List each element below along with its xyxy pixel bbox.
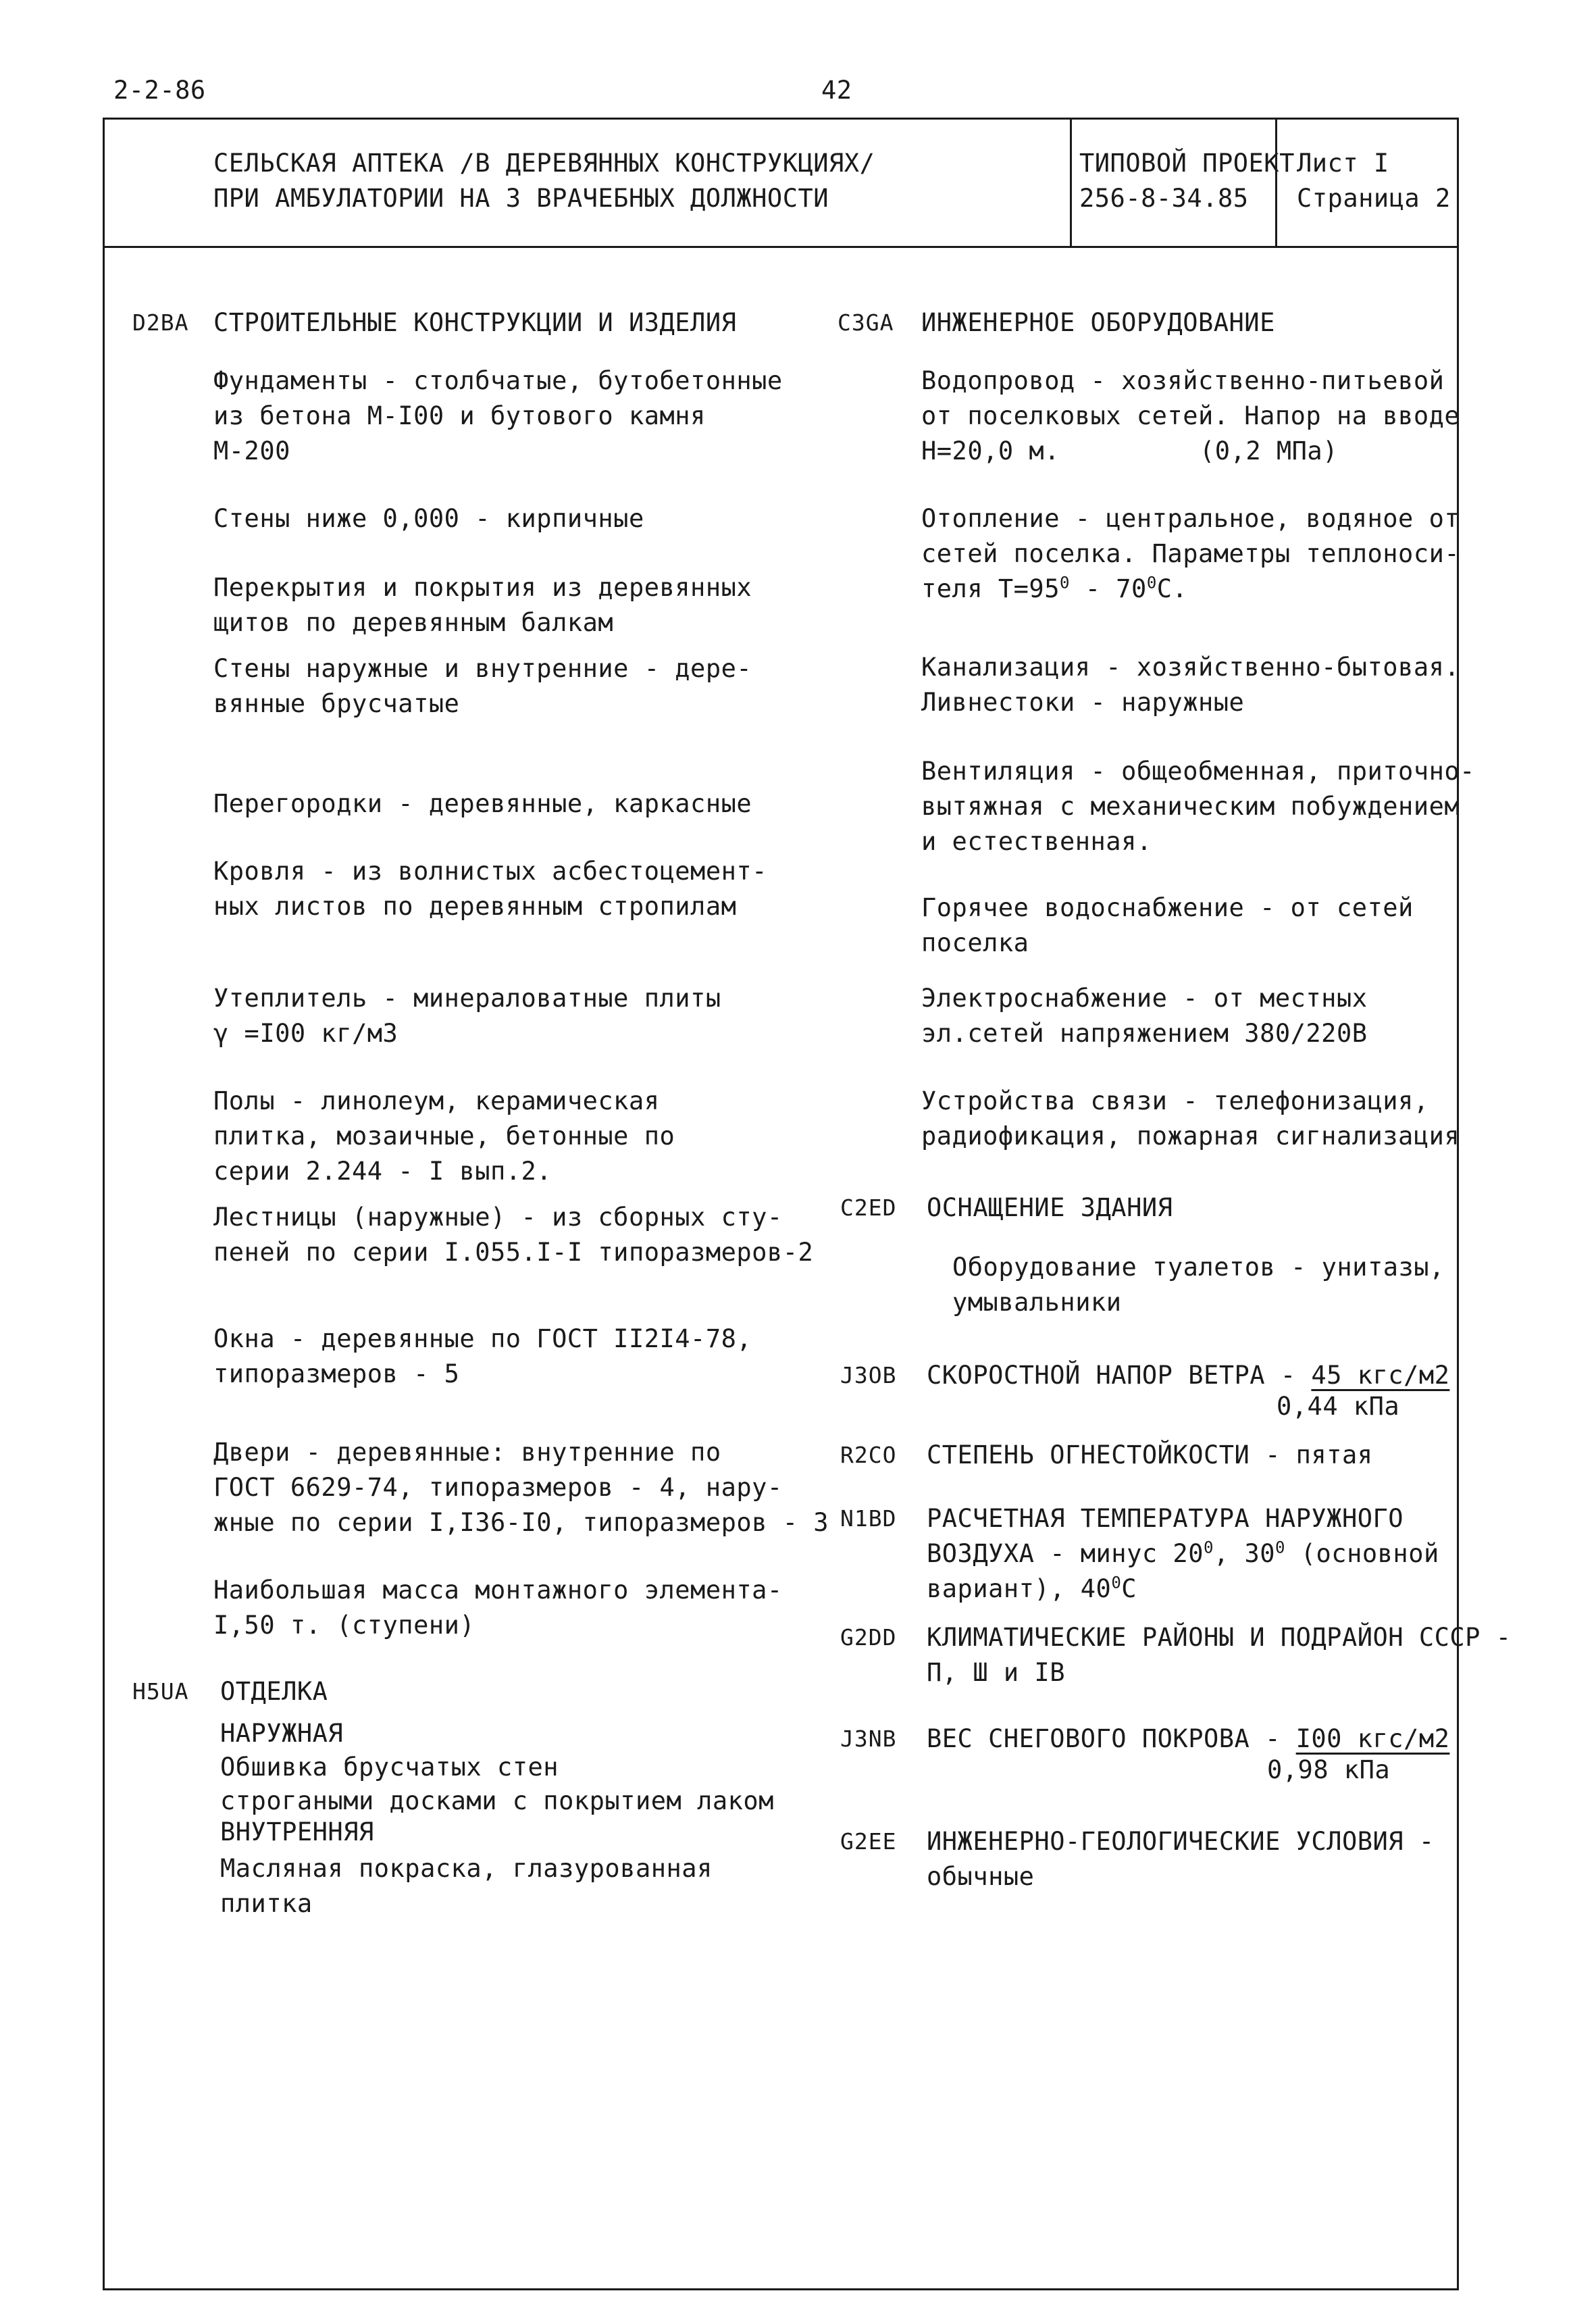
degree-mark: 0 (1203, 1538, 1214, 1557)
list-item: Н=20,0 м. (921, 436, 1060, 466)
list-item (927, 1721, 1449, 1757)
list-item: Кровля - из волнистых асбестоцемент- (213, 857, 767, 886)
list-item: от поселковых сетей. Напор на вводе (921, 401, 1460, 430)
section-title: СТРОИТЕЛЬНЫЕ КОНСТРУКЦИИ И ИЗДЕЛИЯ (213, 308, 737, 337)
subsection-title: НАРУЖНАЯ (220, 1719, 344, 1748)
list-item: Электроснабжение - от местных (921, 984, 1368, 1013)
project-label: ТИПОВОЙ ПРОЕКТ (1079, 149, 1295, 178)
list-item: γ =I00 кг/м3 (213, 1019, 398, 1048)
section-code: G2EE (840, 1828, 897, 1855)
section-code: J3OB (840, 1362, 897, 1388)
text-fragment: теля Т=95 (921, 574, 1060, 603)
section-title: ОСНАЩЕНИЕ ЗДАНИЯ (927, 1193, 1173, 1222)
list-item: Водопровод - хозяйственно-питьевой (921, 366, 1445, 395)
list-item (927, 1358, 1449, 1393)
text-fragment: (основной (1285, 1539, 1439, 1568)
degree-mark: 0 (1111, 1573, 1122, 1592)
list-item: Наибольшая масса монтажного элемента- (213, 1576, 783, 1605)
list-item: П, Ш и IВ (927, 1658, 1065, 1687)
list-item: серии 2.244 - I вып.2. (213, 1157, 552, 1186)
list-item: Горячее водоснабжение - от сетей (921, 893, 1414, 922)
list-item (927, 1571, 1137, 1607)
list-item: умывальники (952, 1288, 1122, 1317)
list-item: радиофикация, пожарная сигнализация (921, 1122, 1460, 1151)
title-block-separator (1070, 118, 1072, 247)
document-title: ПРИ АМБУЛАТОРИИ НА 3 ВРАЧЕБНЫХ ДОЛЖНОСТИ (213, 184, 829, 213)
title-block-separator (1275, 118, 1277, 247)
list-item: ИНЖЕНЕРНО-ГЕОЛОГИЧЕСКИЕ УСЛОВИЯ - (927, 1827, 1435, 1856)
degree-mark: 0 (1146, 573, 1157, 593)
list-item: Полы - линолеум, керамическая (213, 1086, 660, 1115)
list-item: I,50 т. (ступени) (213, 1611, 475, 1640)
list-item: щитов по деревянным балкам (213, 608, 614, 637)
list-item: плитка, мозаичные, бетонные по (213, 1122, 675, 1151)
list-item: Вентиляция - общеобменная, приточно- (921, 757, 1475, 786)
subsection-title: ВНУТРЕННЯЯ (220, 1817, 374, 1846)
list-item (921, 572, 1187, 607)
list-item: пеней по серии I.055.I-I типоразмеров-2 (213, 1238, 814, 1267)
list-item: Отопление - центральное, водяное от (921, 504, 1460, 533)
section-code: R2CO (840, 1442, 897, 1468)
sheet-number: Лист I (1297, 149, 1389, 178)
text-fragment: С (1121, 1574, 1137, 1603)
list-item: сетей поселка. Параметры теплоноси- (921, 539, 1460, 568)
list-item: Перекрытия и покрытия из деревянных (213, 573, 752, 602)
page-of-sheet: Страница 2 (1297, 184, 1451, 213)
list-item: поселка (921, 928, 1029, 957)
list-item: Стены ниже 0,000 - кирпичные (213, 504, 644, 533)
list-item: обычные (927, 1862, 1035, 1891)
list-item: вянные брусчатые (213, 689, 460, 718)
list-item: Масляная покраска, глазурованная (220, 1854, 713, 1883)
section-code: C3GA (838, 309, 894, 336)
document-title: СЕЛЬСКАЯ АПТЕКА /В ДЕРЕВЯННЫХ КОНСТРУКЦИЯХ/ (213, 149, 875, 178)
list-item: КЛИМАТИЧЕСКИЕ РАЙОНЫ И ПОДРАЙОН СССР - (927, 1623, 1512, 1652)
snow-load-value: I00 кгс/м2 (1295, 1724, 1450, 1753)
list-item: Окна - деревянные по ГОСТ II2I4-78, (213, 1324, 752, 1353)
section-title: ОТДЕЛКА (220, 1677, 328, 1706)
degree-mark: 0 (1275, 1538, 1285, 1557)
text-fragment: , 30 (1213, 1539, 1276, 1568)
list-item: Двери - деревянные: внутренние по (213, 1438, 721, 1467)
list-item: Стены наружные и внутренние - дере- (213, 654, 752, 683)
list-item: ных листов по деревянным стропилам (213, 892, 737, 921)
text-fragment: вариант), 40 (927, 1574, 1112, 1603)
wind-pressure-value: 45 кгс/м2 (1311, 1361, 1450, 1390)
list-item: из бетона М-I00 и бутового камня (213, 401, 706, 430)
list-item: РАСЧЕТНАЯ ТЕМПЕРАТУРА НАРУЖНОГО (927, 1504, 1404, 1533)
list-item: Канализация - хозяйственно-бытовая. (921, 653, 1460, 682)
section-code: D2BA (132, 309, 189, 336)
list-item: Устройства связи - телефонизация, (921, 1086, 1429, 1115)
list-item: (0,2 МПа) (1200, 436, 1338, 466)
section-title: ИНЖЕНЕРНОЕ ОБОРУДОВАНИЕ (921, 308, 1275, 337)
list-item: СТЕПЕНЬ ОГНЕСТОЙКОСТИ - пятая (927, 1440, 1373, 1469)
title-block-divider (103, 246, 1459, 248)
list-item: Ливнестоки - наружные (921, 688, 1245, 717)
section-code: G2DD (840, 1624, 897, 1651)
degree-mark: 0 (1059, 573, 1070, 593)
list-item: эл.сетей напряжением 380/220В (921, 1019, 1368, 1048)
list-item: М-200 (213, 436, 290, 466)
page-code: 2-2-86 (113, 76, 206, 105)
project-number: 256-8-34.85 (1079, 184, 1249, 213)
list-item: Оборудование туалетов - унитазы, (952, 1253, 1445, 1282)
section-code: N1BD (840, 1505, 897, 1532)
page-number: 42 (821, 76, 852, 105)
list-item: и естественная. (921, 827, 1152, 856)
list-item: Утеплитель - минераловатные плиты (213, 984, 721, 1013)
list-item: ГОСТ 6629-74, типоразмеров - 4, нару- (213, 1473, 783, 1502)
section-code: C2ED (840, 1194, 897, 1221)
wind-pressure-si: 0,44 кПа (1277, 1392, 1400, 1421)
list-item: Лестницы (наружные) - из сборных сту- (213, 1203, 783, 1232)
text-fragment: С. (1156, 574, 1188, 603)
list-item: вытяжная с механическим побуждением (921, 792, 1460, 821)
section-code: J3NB (840, 1726, 897, 1752)
text-fragment: ВОЗДУХА - минус 20 (927, 1539, 1204, 1568)
list-item: Фундаменты - столбчатые, бутобетонные (213, 366, 783, 395)
section-code: H5UA (132, 1678, 189, 1705)
list-item: жные по серии I,I36-I0, типоразмеров - 3 (213, 1508, 829, 1537)
text-fragment: СКОРОСТНОЙ НАПОР ВЕТРА - (927, 1361, 1312, 1390)
list-item: плитка (220, 1889, 313, 1918)
list-item (927, 1536, 1439, 1571)
snow-load-si: 0,98 кПа (1267, 1755, 1391, 1784)
list-item: Обшивка брусчатых стен (220, 1753, 559, 1782)
text-fragment: - 70 (1069, 574, 1147, 603)
list-item: типоразмеров - 5 (213, 1359, 460, 1388)
list-item: строгаными досками с покрытием лаком (220, 1786, 774, 1815)
text-fragment: ВЕС СНЕГОВОГО ПОКРОВА - (927, 1724, 1296, 1753)
list-item: Перегородки - деревянные, каркасные (213, 789, 752, 818)
